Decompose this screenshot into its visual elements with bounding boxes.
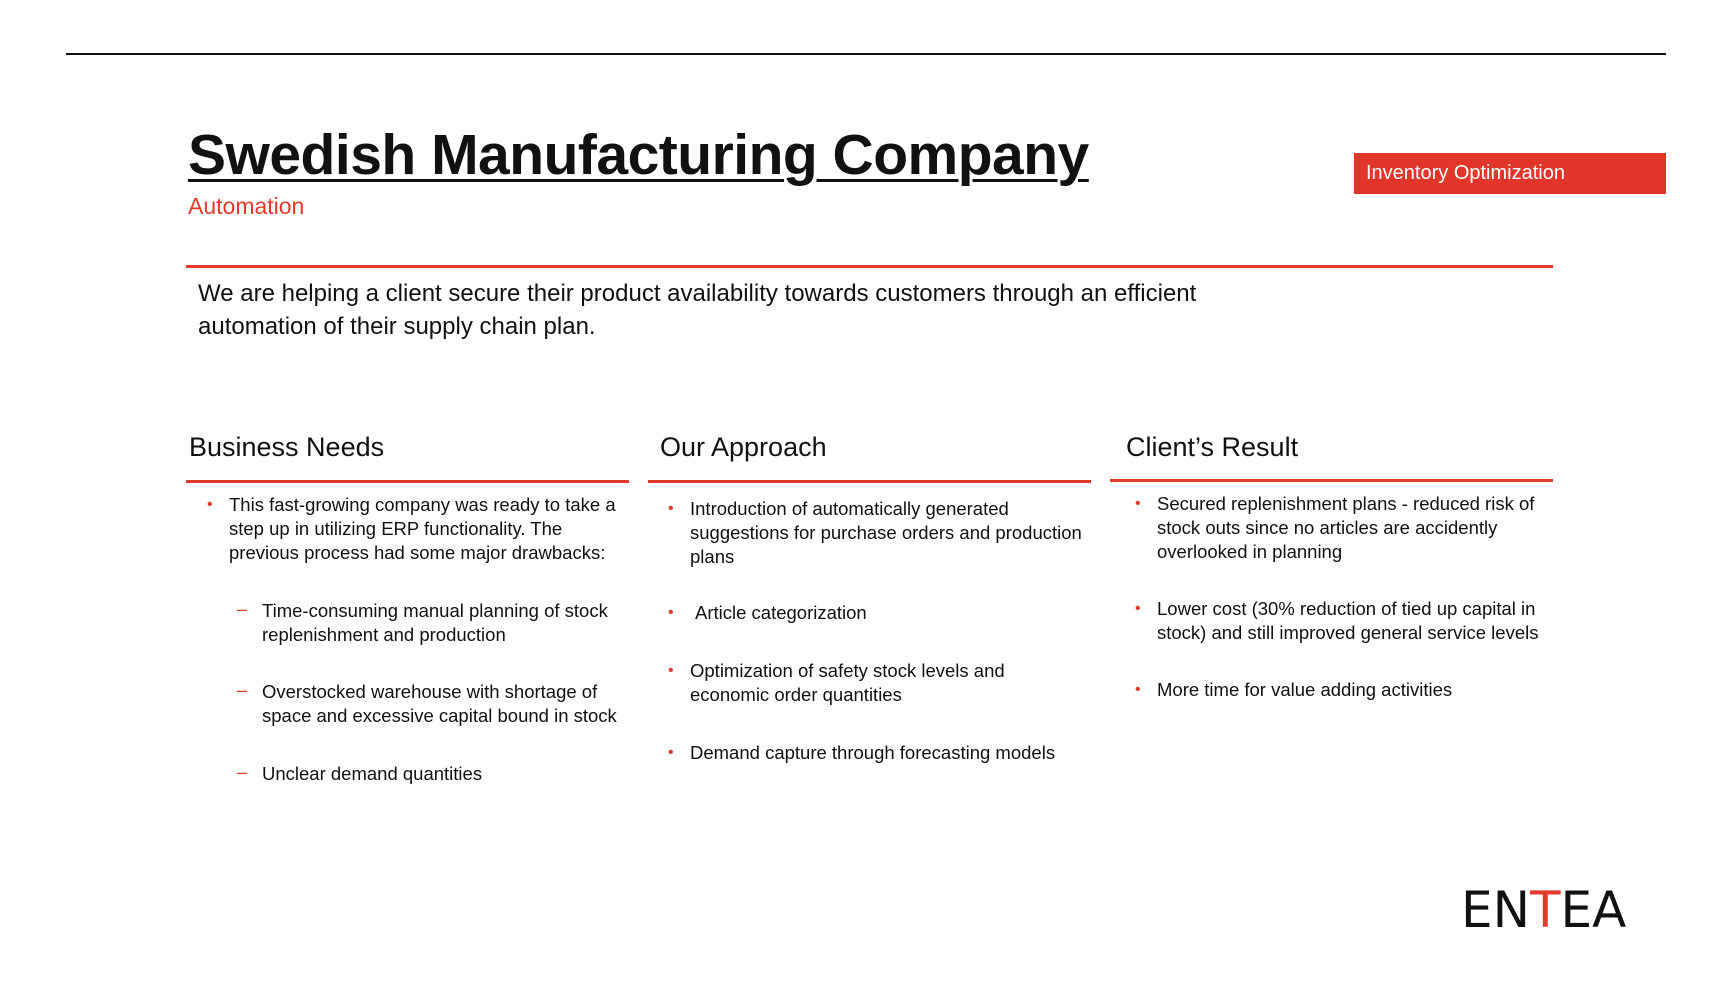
list-item: • Demand capture through forecasting models <box>668 742 1056 763</box>
intro-text: We are helping a client secure their product availability towards customers through an efficient automation of their supply chain plan. <box>198 280 1197 340</box>
list-item: – Unclear demand quantities <box>237 762 483 784</box>
list-item: • This fast-growing company was ready to take a step up in utilizing ERP functionality. The previous process had some major drawbacks: <box>207 494 616 563</box>
column-title-business-needs: Business Needs <box>189 432 385 462</box>
dash-icon: – <box>237 599 248 619</box>
bullet-icon: • <box>1135 600 1141 617</box>
page-subtitle: Automation <box>188 193 305 219</box>
page-title: Swedish Manufacturing Company <box>188 123 1089 187</box>
bullet-icon: • <box>1135 681 1141 698</box>
top-divider <box>66 53 1666 55</box>
bullet-icon: • <box>207 496 213 513</box>
bullet-icon: • <box>1135 495 1141 512</box>
column-title-our-approach: Our Approach <box>660 432 827 462</box>
column-title-clients-result: Client’s Result <box>1126 432 1299 462</box>
bullet-icon: • <box>668 500 674 517</box>
bullet-icon: • <box>668 744 674 761</box>
category-tag: Inventory Optimization <box>1354 153 1666 194</box>
list-item: • Introduction of automatically generated suggestions for purchase orders and production plans <box>668 498 1082 567</box>
list-item: • Lower cost (30% reduction of tied up capital in stock) and still improved general service levels <box>1135 598 1539 643</box>
list-item: • More time for value adding activities <box>1135 679 1453 700</box>
bullet-icon: • <box>668 662 674 679</box>
list-item: • Secured replenishment plans - reduced risk of stock outs since no articles are accidently overlooked in planning <box>1135 493 1535 562</box>
entea-logo: ENTEA <box>1461 881 1627 939</box>
column-divider-clients-result <box>1110 479 1553 482</box>
column-divider-business-needs <box>186 480 629 483</box>
list-item: • Optimization of safety stock levels and economic order quantities <box>668 660 1005 705</box>
list-item: – Time-consuming manual planning of stock replenishment and production <box>237 599 608 645</box>
list-item: • Article categorization <box>668 602 867 623</box>
intro-divider <box>186 265 1553 268</box>
dash-icon: – <box>237 762 248 782</box>
bullet-icon: • <box>668 604 674 621</box>
column-divider-our-approach <box>648 480 1091 483</box>
dash-icon: – <box>237 680 248 700</box>
list-item: – Overstocked warehouse with shortage of space and excessive capital bound in stock <box>237 680 617 726</box>
